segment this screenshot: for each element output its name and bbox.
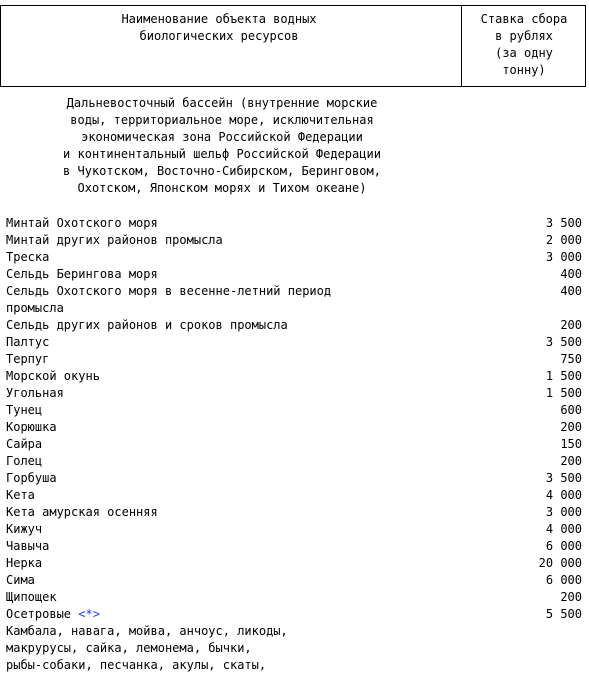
row-object-name: Осетровые <box>6 607 79 621</box>
row-rate-value: 3 000 <box>545 505 582 519</box>
row-rate-value: 3 500 <box>545 216 582 230</box>
row-object-name: Минтай других районов промысла <box>6 233 223 247</box>
footnote-link[interactable]: <*> <box>78 607 100 621</box>
row-object-name: Терпуг <box>6 352 50 366</box>
row-rate-value: 200 <box>560 454 582 468</box>
row-object-name: Горбуша <box>6 471 57 485</box>
table-row <box>6 572 582 589</box>
row-rate-value: 600 <box>560 403 582 417</box>
row-rate-value: 3 000 <box>545 250 582 264</box>
table-row <box>6 351 582 368</box>
table-row <box>6 453 582 470</box>
row-object-name: Морской окунь <box>6 369 100 383</box>
table-row <box>6 470 582 487</box>
table-row <box>6 402 582 419</box>
row-object-name: Сельдь Берингова моря <box>6 267 158 281</box>
row-object-name: Сайра <box>6 437 43 451</box>
table-row <box>6 436 582 453</box>
row-rate-value: 3 500 <box>545 471 582 485</box>
row-object-name: Минтай Охотского моря <box>6 216 158 230</box>
row-rate-value: 200 <box>560 590 582 604</box>
table-row <box>6 317 582 334</box>
row-rate-value: 2 000 <box>545 233 582 247</box>
row-object-name: Сельдь других районов и сроков промысла <box>6 318 288 332</box>
row-object-name: Чавыча <box>6 539 50 553</box>
row-object-name: Сима <box>6 573 35 587</box>
column-header-object-name: Наименование объекта водных биологических ресурсов <box>121 12 317 43</box>
row-object-name: Треска <box>6 250 50 264</box>
table-row <box>6 521 582 538</box>
row-object-name: Кижуч <box>6 522 43 536</box>
table-row <box>6 334 582 351</box>
column-header-rate: Ставка сбора в рублях (за одну тонну) <box>480 12 568 77</box>
row-rate-value: 3 500 <box>545 335 582 349</box>
table-row <box>6 215 582 232</box>
table-row <box>6 623 582 674</box>
row-object-name: Кета <box>6 488 35 502</box>
table-row <box>6 266 582 283</box>
row-object-name: Голец <box>6 454 43 468</box>
row-rate-value: 6 000 <box>545 573 582 587</box>
table-row <box>6 419 582 436</box>
table-row <box>6 487 582 504</box>
row-object-name: Сельдь Охотского моря в весенне-летний период промысла <box>6 284 332 315</box>
row-object-name: Корюшка <box>6 420 57 434</box>
table-row <box>6 538 582 555</box>
row-rate-value: 400 <box>560 284 582 298</box>
table-row <box>6 385 582 402</box>
row-object-name: Камбала, навага, мойва, анчоус, ликоды, макрурусы, сайка, лемонема, бычки, рыбы-собаки, песчанка, акулы, скаты, <box>6 624 288 672</box>
row-object-name: Угольная <box>6 386 64 400</box>
rates-list <box>6 215 582 674</box>
row-rate-value: 20 000 <box>538 556 582 570</box>
table-row <box>6 232 582 249</box>
row-object-name: Палтус <box>6 335 50 349</box>
table-row <box>6 555 582 572</box>
row-rate-value: 150 <box>560 437 582 451</box>
table-row <box>6 249 582 266</box>
row-rate-value: 200 <box>560 318 582 332</box>
table-row <box>6 504 582 521</box>
row-rate-value: 4 000 <box>545 522 582 536</box>
row-object-name: Тунец <box>6 403 43 417</box>
row-object-name: Нерка <box>6 556 43 570</box>
table-row <box>6 606 582 623</box>
row-rate-value: 750 <box>560 352 582 366</box>
table-row <box>6 283 582 317</box>
row-rate-value: 400 <box>560 267 582 281</box>
row-rate-value: 5 500 <box>545 607 582 621</box>
table-row <box>6 368 582 385</box>
row-object-name: Щипощек <box>6 590 57 604</box>
row-rate-value: 1 500 <box>545 386 582 400</box>
row-rate-value: 4 000 <box>545 488 582 502</box>
section-title-far-east-basin: Дальневосточный бассейн (внутренние морские воды, территориальное море, исключительная экономическая зона Российской Федерации и континентальный шельф Российской Федерации в Чукотском, Восточно-Сибирском, Беринговом, Охотском, Японском морях и Тихом океане) <box>63 96 381 195</box>
table-header <box>0 5 586 87</box>
row-rate-value: 1 500 <box>545 369 582 383</box>
row-rate-value: 200 <box>560 420 582 434</box>
row-rate-value: 6 000 <box>545 539 582 553</box>
row-object-name: Кета амурская осенняя <box>6 505 158 519</box>
table-row <box>6 589 582 606</box>
